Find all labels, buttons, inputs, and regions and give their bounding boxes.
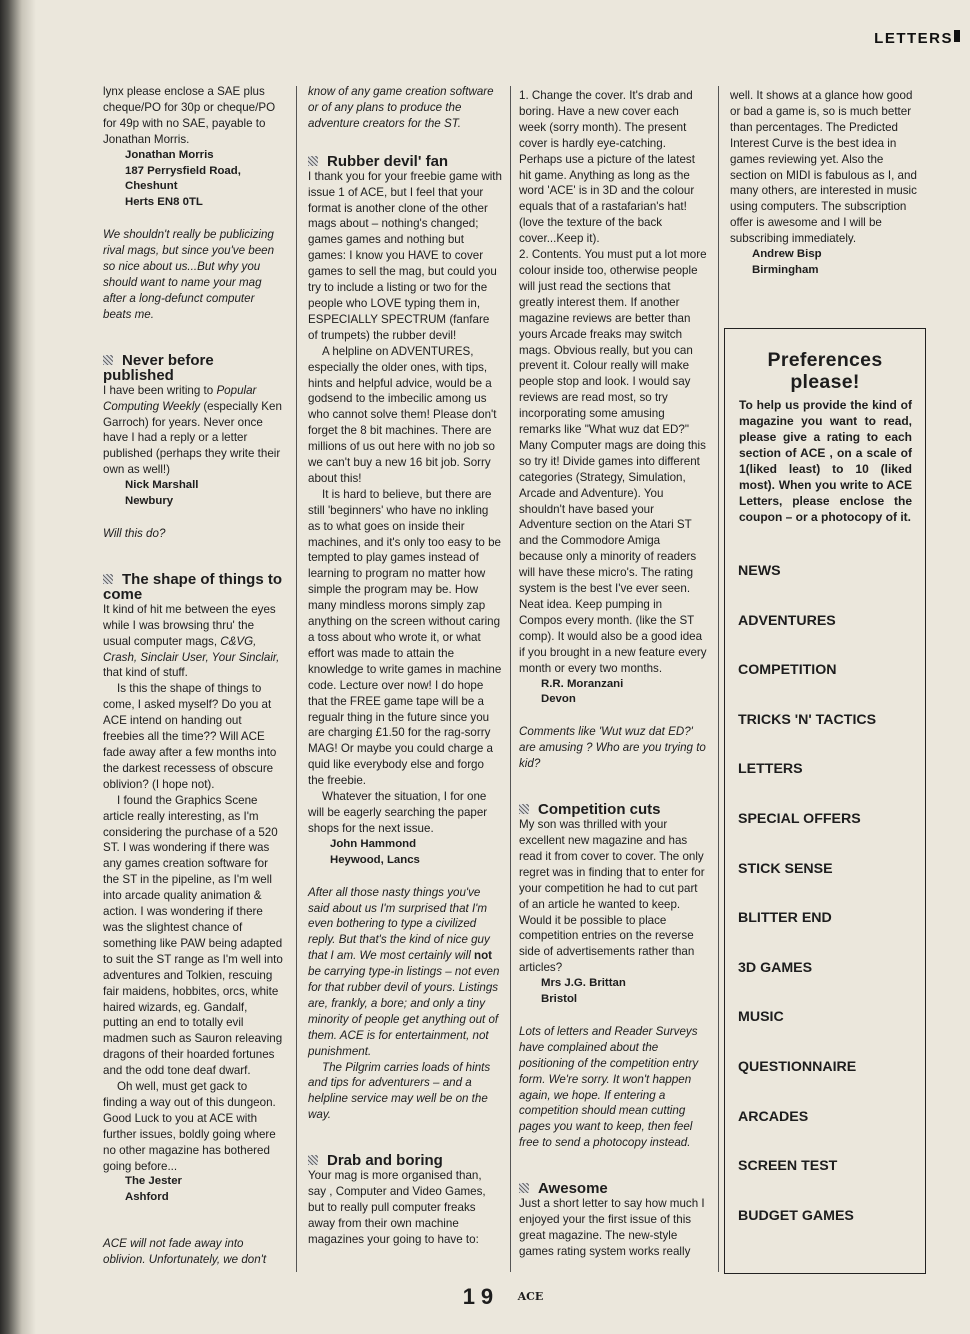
letter-body: 1. Change the cover. It's drab and boring. Have a new cover each week (sorry month). The present cover is hardly eye-catching. Perhaps use a picture of the latest hit game. Anything as long as the word 'ACE' is in 3D and the colour equals that of a rastafarian's hat! (love the texture of the back cover...Keep it). (519, 89, 695, 246)
letter-heading (103, 353, 283, 383)
letter-body: Just a short letter to say how much I enjoyed your the first issue of this great magazine. The new-style games rating system works really (519, 1197, 705, 1258)
column-rule (510, 86, 511, 1272)
letter-heading (519, 1181, 707, 1196)
letter-body: I thank you for your freebie game with issue 1 of ACE, but I feel that your format is another clone of the other mags about – nothing's changed; games games and nothing but games: I know you HAVE to cover games to sell the mag, but could you try to include a listing or two for the people who LOVE typing them in, ESPECIALLY SPECTRUM (fanfare of trumpets) the rubber devil! (308, 169, 502, 342)
signature-address: Bristol (541, 993, 578, 1006)
editor-reply: The Pilgrim carries loads of hints and tips for adventurers – and a helpline service may well be on the way. (308, 1060, 491, 1122)
signature-name: Mrs J.G. Brittan (541, 977, 626, 990)
letter-body: 2. Contents. You must put a lot more colour inside too, otherwise people will just read the sections that greatly interest them. If another magazine reviews are better than yours Arcade freaks may switch mags. Obvious really, but you can prevent it. Colour really will make people stop and look. I would say reviews are read most, so try incorporating some amusing remarks like "What wuz dat ED?" Many Computer mags are doing this so try it! Divide games into different categories (Strategy, Simulation, Arcade and Adventure). You shouldn't have based your Adventure section on the Atari ST and the Commodore Amiga because only a minority of readers will have these micro's. The rating system is the best I've ever seen. Neat idea. Keep pumping in Compos every month. (like the ST comp). It would also be a good idea if you brought in a new feature every month or every two months. (519, 248, 707, 675)
preference-item: ADVENTURES (738, 612, 836, 629)
signature-name: Andrew Bisp (752, 248, 822, 261)
preferences-list (738, 561, 925, 1255)
bullet-square-icon (103, 355, 113, 365)
signature-address: Devon (541, 693, 576, 706)
editor-reply: Lots of letters and Reader Surveys have complained about the positioning of the competition entry form. We're sorry. It won't happen again, we hope. If entering a competition should mean cutting pages you want to keep, then feel free to send a photocopy instead. (519, 1024, 699, 1150)
preference-item: COMPETITION (738, 662, 837, 679)
letter-body: well. It shows at a glance how good or bad a game is, so is much better than percentages. The Predicted Interest Curve is the best idea in games reviewing yet. Also the section on MIDI is fabulous as I, and many others, are interested in music using computers. The subscription offer is awesome and I will be subscribing immediately. (730, 89, 917, 246)
bullet-square-icon (308, 1155, 318, 1165)
editor-reply: We shouldn't really be publicizing rival mags, but since you've been so nice about us...But why you should want to name your mag after a long-defunct computer beats me. (103, 228, 275, 321)
preference-item: BUDGET GAMES (738, 1207, 854, 1224)
signature-name: Nick Marshall (125, 479, 199, 492)
letter-title: Competition cuts (538, 801, 661, 819)
signature-address: Cheshunt (125, 180, 178, 193)
letter-body: Your mag is more organised than, say , Computer and Video Games, but to really pull computer freaks away from their own machine magazines your going to have to: (308, 1169, 486, 1246)
column-3 (519, 88, 707, 1260)
letter-signature (103, 148, 283, 212)
preference-item: SCREEN TEST (738, 1158, 838, 1175)
letter-heading (308, 154, 502, 169)
column-1 (103, 84, 283, 1268)
bullet-square-icon (519, 1183, 529, 1193)
preferences-box (724, 328, 926, 1274)
letter-body: It is hard to believe, but there are still 'beginners' who have no inkling as to what goes on inside their machines, and it's only too easy to be tempted to play games instead of learning to program no matter how simple the program may be. How many mindless morons simply zap anything on the screen without caring a toss about who wrote it, or what effort was made to attain the knowledge to write games in machine code. Lecture over now! I do hope that the FREE game tape will be a regualr thing in the future since you are charging £1.50 for the rag-sorry MAG! Or maybe you could charge a quid like everybody else and forgo the freebie. (308, 487, 502, 788)
letter-body: My son was thrilled with your excellent new magazine and has read it from cover to cover. The only regret was in finding that to enter for your competition he had to cut part of an article he wanted to keep. Would it be possible to place competition entries on the reverse side of advertisements rather than articles? (519, 818, 705, 975)
editor-reply: Will this do? (103, 526, 166, 540)
preference-item: 3D GAMES (738, 959, 813, 976)
letter-heading (308, 1153, 502, 1168)
editor-reply: ACE will not fade away into oblivion. Unfortunately, we don't (103, 1237, 267, 1267)
letter-body: lynx please enclose a SAE plus cheque/PO for 30p or cheque/PO for 49p with no SAE, payable to Jonathan Morris. (103, 85, 276, 146)
page-number: 19 (462, 1284, 500, 1309)
letter-body: I have been writing to Popular Computing Weekly (especially Ken Garroch) for years. Never once have I had a reply or a letter published (perhaps they write their own as well!) (103, 383, 282, 477)
letter-body: I found the Graphics Scene article really interesting, as I'm considering the purchase of a 520 ST. I was wondering if there was any games creation software for the ST in the pipeline, as I'm well into arcade quality animation & action. I was wondering if there was the slightest chance of something like PAW being adapted to suit the ST range as I'm well into adventures and Tolkien, rescuing fair maidens, hobbites, orcs, white haired wizards, eg. Gandalf, putting an end to totally evil madmen such as Sauron releaving dragons of their hoarded fortunes and the odd tone deaf dwarf. (103, 793, 283, 1078)
column-rule (718, 86, 719, 1272)
letter-title: Rubber devil' fan (327, 152, 449, 170)
letter-heading (519, 802, 707, 817)
letter-title: Awesome (538, 1180, 608, 1198)
corner-mark (954, 30, 960, 42)
signature-name: R.R. Moranzani (541, 677, 624, 690)
letter-title: Drab and boring (327, 1152, 443, 1170)
bullet-square-icon (519, 804, 529, 814)
letter-heading (103, 572, 283, 602)
editor-reply: Comments like 'Wut wuz dat ED?' are amusing ? Who are you trying to kid? (519, 725, 706, 771)
editor-reply: know of any game creation software or of any plans to produce the adventure creators for the ST. (308, 85, 494, 130)
preferences-title: Preferences please! (767, 349, 883, 393)
column-rule (296, 86, 297, 1272)
magazine-name: ACE (517, 1290, 544, 1303)
letter-title: The shape of things to come (103, 570, 282, 603)
preference-item: ARCADES (738, 1108, 809, 1125)
column-2 (308, 84, 502, 1248)
preference-item: NEWS (738, 563, 781, 579)
letter-body: A helpline on ADVENTURES, especially the older ones, with tips, hints and helpful advice, would be a godsend to the imbecilic among us who cannot solve them! Please don't forget the 8 bit machines. There are millions of us out here with no job so we can't buy a new 16 bit job. Sorry about this! (308, 344, 497, 485)
page-footer (0, 1284, 970, 1310)
signature-name: Jonathan Morris (125, 148, 214, 161)
letter-body: It kind of hit me between the eyes while I was browsing thru' the usual computer mags, C&VG, Crash, Sinclair User, Your Sinclair, that kind of stuff. (103, 602, 280, 680)
signature-address: 187 Perrysfield Road, (125, 164, 241, 177)
signature-name: John Hammond (330, 837, 417, 850)
letter-title: Never before published (103, 351, 214, 384)
preference-item: QUESTIONNAIRE (738, 1058, 857, 1075)
bullet-square-icon (103, 574, 113, 584)
preferences-instructions: To help us provide the kind of magazine you want to read, please give a rating to each section of ACE , on a scale of 1(liked least) to 10 (liked most). When you write to ACE Letters, please enclose the coupon – or a photocopy of it. (739, 398, 912, 524)
signature-address: Herts EN8 0TL (125, 196, 203, 209)
signature-address: Heywood, Lancs (330, 853, 420, 866)
preference-item: TRICKS 'N' TACTICS (738, 711, 877, 728)
bullet-square-icon (308, 156, 318, 166)
preference-item: BLITTER END (738, 910, 832, 927)
preference-item: SPECIAL OFFERS (738, 810, 861, 827)
section-header (874, 30, 960, 47)
letter-body: Whatever the situation, I for one will be eagerly searching the paper shops for the next issue. (308, 790, 488, 835)
signature-address: Ashford (125, 1191, 169, 1204)
signature-address: Birmingham (752, 263, 819, 276)
signature-address: Newbury (125, 495, 174, 508)
preference-item: STICK SENSE (738, 860, 833, 877)
preference-item: LETTERS (738, 761, 803, 778)
section-title: LETTERS (874, 30, 953, 47)
letter-body: Oh well, must get gack to finding a way out of this dungeon. Good Luck to you at ACE with further issues, boldly going where no other magazine has bothered going before... (103, 1080, 276, 1173)
letter-body: Is this the shape of things to come, I asked myself? Do you at ACE intend on handing out freebies all the time?? Will ACE fade away after a few months into the darkest recessess of obscure oblivion? (I hope not). (103, 682, 277, 791)
editor-reply: After all those nasty things you've said about us I'm surprised that I'm even bothering to type a civilized reply. But that's the kind of nice guy that I am. We most certainly will not be carrying type-in listings – not even for that rubber devil of yours. Listings are, frankly, a bore; and only a tiny minority of people get anything out of them. ACE is for entertainment, not punishment. (308, 885, 500, 1058)
page-binding-shadow (0, 0, 36, 1334)
preference-item: MUSIC (738, 1009, 784, 1026)
column-4 (730, 88, 920, 279)
signature-name: The Jester (125, 1175, 182, 1188)
